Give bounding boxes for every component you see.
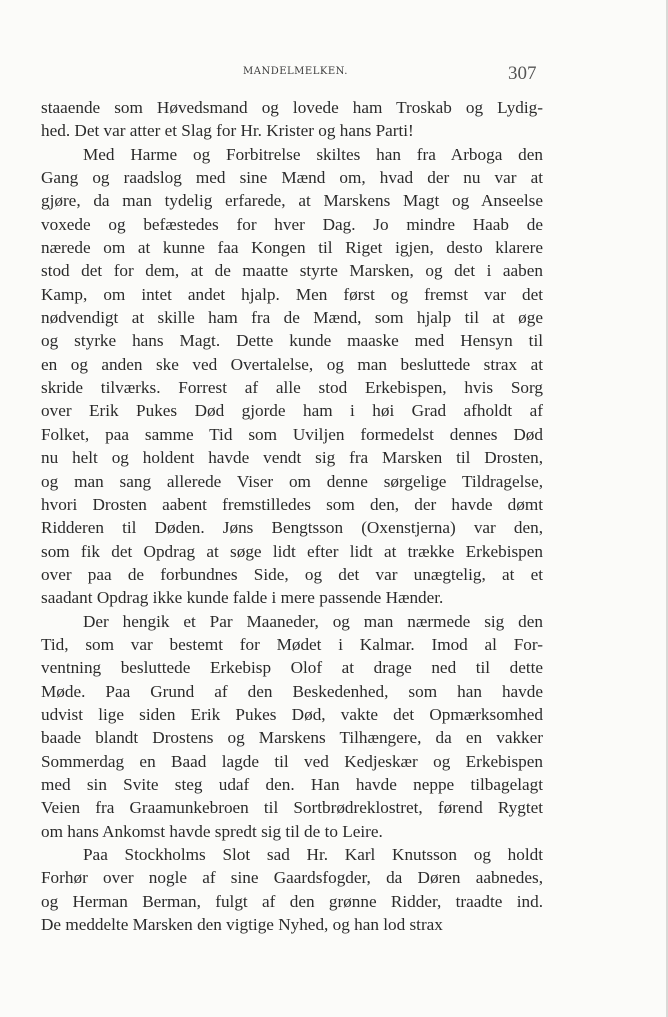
text-line: nu helt og holdent havde vendt sig fra Marsken til Drosten, (41, 448, 543, 468)
text-line: hvori Drosten aabent fremstilledes som den, der havde dømt (41, 494, 543, 514)
text-line: gjøre, da man tydelig erfarede, at Marskens Magt og Anseelse (41, 191, 543, 211)
text-line: Sommerdag en Baad lagde til ved Kedjeskær og Erkebispen (41, 751, 543, 771)
text-line: udvist lige siden Erik Pukes Død, vakte det Opmærksomhed (41, 704, 543, 724)
text-line: Gang og raadslog med sine Mænd om, hvad der nu var at (41, 168, 543, 188)
text-line: staaende som Høvedsmand og lovede ham Troskab og Lydig- (41, 98, 543, 117)
text-line: og styrke hans Magt. Dette kunde maaske med Hensyn til (41, 331, 543, 351)
text-line: nærede om at kunne faa Kongen til Riget igjen, desto klarere (41, 238, 543, 258)
running-title: MANDELMELKEN. (243, 66, 348, 77)
text-line: Paa Stockholms Slot sad Hr. Karl Knutsson og holdt (83, 845, 543, 864)
text-line: Folket, paa samme Tid som Uviljen formedelst dennes Død (41, 424, 543, 444)
text-line: med sin Svite steg udaf den. Han havde neppe tilbagelagt (41, 774, 543, 794)
text-line: Møde. Paa Grund af den Beskedenhed, som han havde (41, 681, 543, 701)
text-line: Veien fra Graamunkebroen til Sortbrødreklostret, førend Rygtet (41, 798, 543, 818)
text-line: og man sang allerede Viser om denne sørgelige Tildragelse, (41, 471, 543, 491)
text-line: baade blandt Drostens og Marskens Tilhængere, da en vakker (41, 728, 543, 748)
text-line: saadant Opdrag ikke kunde falde i mere passende Hænder. (41, 588, 444, 608)
text-line: ventning besluttede Erkebisp Olof at drage ned til dette (41, 658, 543, 678)
text-line: Ridderen til Døden. Jøns Bengtsson (Oxenstjerna) var den, (41, 518, 543, 538)
text-line: stod det for dem, at de maatte styrte Marsken, og det i aaben (41, 261, 543, 281)
text-line: som fik det Opdrag at søge lidt efter lidt at trække Erkebispen (41, 541, 543, 561)
text-line: Kamp, om intet andet hjalp. Men først og fremst var det (41, 284, 543, 304)
text-line: Der hengik et Par Maaneder, og man nærmede sig den (83, 611, 543, 631)
text-line: over Erik Pukes Død gjorde ham i høi Grad afholdt af (41, 401, 543, 421)
text-line: De meddelte Marsken den vigtige Nyhed, og han lod strax (41, 915, 443, 935)
text-line: over paa de forbundnes Side, og det var unægtelig, at et (41, 564, 543, 584)
running-head (0, 63, 668, 86)
text-line: en og anden ske ved Overtalelse, og man besluttede strax at (41, 354, 543, 374)
text-line: om hans Ankomst havde spredt sig til de to Leire. (41, 821, 383, 841)
text-line: Med Harme og Forbitrelse skiltes han fra Arboga den (83, 144, 543, 164)
text-line: skride tilværks. Forrest af alle stod Erkebispen, hvis Sorg (41, 378, 543, 398)
body-text (41, 96, 543, 936)
text-line: hed. Det var atter et Slag for Hr. Krister og hans Parti! (41, 121, 414, 141)
page-number: 307 (508, 63, 537, 84)
text-line: voxede og befæstedes for hver Dag. Jo mindre Haab de (41, 214, 543, 234)
text-line: Tid, som var bestemt for Mødet i Kalmar. Imod al For- (41, 634, 543, 654)
text-line: Forhør over nogle af sine Gaardsfogder, da Døren aabnedes, (41, 868, 543, 888)
text-line: og Herman Berman, fulgt af den grønne Ridder, traadte ind. (41, 891, 543, 911)
text-line: nødvendigt at skille ham fra de Mænd, som hjalp til at øge (41, 308, 543, 328)
